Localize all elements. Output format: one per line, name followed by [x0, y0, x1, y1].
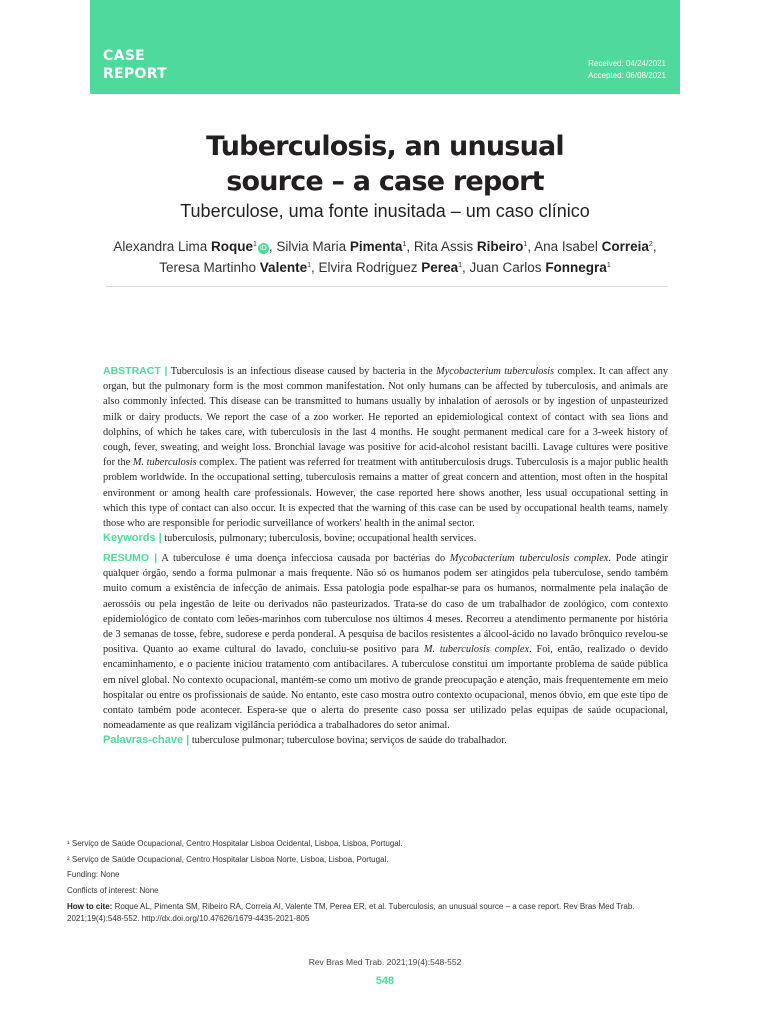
- article-dates: [588, 58, 666, 82]
- resumo-heading: RESUMO |: [103, 552, 158, 564]
- author: Rita Assis Ribeiro$^1$,: [413, 239, 535, 254]
- author: Teresa Martinho Valente$^1$,: [159, 260, 319, 275]
- author: Elvira Rodriguez Perea$^1$,: [318, 260, 470, 275]
- journal-citation: Rev Bras Med Trab. 2021;19(4):548-552: [308, 957, 462, 967]
- author: Silvia Maria Pimenta$^1$,: [276, 239, 414, 254]
- article-type-line2: REPORT: [103, 66, 168, 82]
- received-date: Received: 04/24/2021: [588, 59, 666, 68]
- title-divider: [106, 286, 668, 287]
- author: Juan Carlos Fonnegra$^1$: [469, 260, 611, 275]
- abstract-heading: ABSTRACT |: [103, 365, 168, 377]
- palavras-chave-heading: Palavras-chave |: [103, 734, 190, 747]
- affiliation-1: ¹ Serviço de Saúde Ocupacional, Centro Hospitalar Lisboa Ocidental, Lisboa, Lisboa, Portugal.: [67, 839, 403, 848]
- article-title: [90, 129, 680, 199]
- author-list: [90, 235, 680, 277]
- page-number: 548: [375, 975, 395, 987]
- title-line-2: source – a case report: [226, 166, 544, 197]
- orcid-icon[interactable]: iD: [258, 243, 269, 254]
- abstract-english: ABSTRACT | Tuberculosis is an infectious disease caused by bacteria in the Mycobacterium tuberculosis complex. It can affect any organ, but the pulmonary form is the most common manifestation. Not only humans can be affected by tuberculosis, and animals are also commonly infected. This disease can be transmitted to humans usually by inhalation of aerosols or by ingestion of unpasteurized milk or dairy products. We report the case of a zoo worker. He reported an epidemiological context of contact with sea lions and dolphins, of which he takes care, with tuberculosis in the last 4 months. He sought permanent medical care for a 3-week history of cough, fever, sweating, and weight loss. Bronchial lavage was positive for acid-alcohol resistant bacilli. Lavage cultures were positive for the M. tuberculosis complex. The patient was referred for treatment with antituberculosis drugs. Tuberculosis is a major public health problem worldwide. In the occupational setting, tuberculosis remains a matter of great concern and attention, most often in the hospital environment or among health care professionals. However, the case reported here shows another, less usual occupational setting in which this type of contact can also occur. It is expected that the warning of this case can be used by occupational health teams, namely those who are responsible for periodic surveillance of workers' health in the animal sector. Keywords | tuberculosis, pulmonary; tuberculosis, bovine; occupational health services.: [103, 364, 668, 546]
- funding-note: Funding: None: [67, 870, 120, 880]
- article-type-label: [103, 47, 167, 83]
- keywords-english: Keywords | tuberculosis, pulmonary; tuberculosis, bovine; occupational health services.: [103, 532, 477, 545]
- article-subtitle: Tuberculose, uma fonte inusitada – um caso clínico: [180, 201, 590, 221]
- keywords-heading: Keywords |: [103, 532, 162, 545]
- abstract-portuguese: RESUMO | A tuberculose é uma doença infecciosa causada por bactérias do Mycobacterium tuberculosis complex. Pode atingir qualquer órgão, sendo a forma pulmonar a mais frequente. Não só os humanos podem ser atingidos pela tuberculose, sendo também muito comum a existência de infecção de animais. Essa patologia pode espalhar-se para os humanos, normalmente pela inalação de aerossóis ou pela ingestão de leite ou derivados não pasteurizados. Trata-se do caso de um trabalhador de zoológico, com contexto epidemiológico de contato com leões-marinhos com tuberculose nos últimos 4 meses. Recorreu a atendimento permanente por história de 3 semanas de tosse, febre, sudorese e perda ponderal. A pesquisa de bacilos resistentes a álcool-ácido no lavado brônquico revelou-se positiva. Quanto ao exame cultural do lavado, concluiu-se positivo para M. tuberculosis complex. Foi, então, realizado o devido encaminhamento, e o paciente iniciou tratamento com antibacilares. A tuberculose constitui um importante problema de saúde pública em nível global. No contexto ocupacional, mantém-se como um motivo de grande preocupação e atenção, mais frequentemente em meio hospitalar ou entre os profissionais de saúde. No entanto, este caso mostra outro contexto ocupacional, menos óbvio, em que este tipo de contato também pode acontecer. Espera-se que o alerta do presente caso possa ser utilizado pelas equipas de saúde ocupacional, nomeadamente as que realizam vigilância periódica a trabalhadores do setor animal. Palavras-chave | tuberculose pulmonar; tuberculose bovina; serviços de saúde do trabalhador.: [103, 551, 668, 749]
- conflicts-note: Conflicts of interest: None: [67, 886, 159, 896]
- title-line-1: Tuberculosis, an unusual: [206, 131, 564, 162]
- citation-note: How to cite: Roque AL, Pimenta SM, Ribeiro RA, Correia AI, Valente TM, Perea ER, et al. Tuberculosis, an unusual source – a case report. Rev Bras Med Trab. 2021;19(4):548-552. http://dx.doi.org/10.47626/1679-4435-2021-805: [67, 901, 635, 924]
- article-type-line1: CASE: [103, 48, 145, 64]
- author: Ana Isabel Correia$^2$,: [534, 239, 657, 254]
- affiliation-2: ² Serviço de Saúde Ocupacional, Centro Hospitalar Lisboa Norte, Lisboa, Lisboa, Portugal.: [67, 854, 389, 864]
- author: Alexandra Lima Roque$^1$iD ,: [113, 239, 277, 254]
- accepted-date: Accepted: 06/08/2021: [588, 71, 666, 80]
- footnotes: [67, 838, 667, 929]
- keywords-portuguese: Palavras-chave | tuberculose pulmonar; tuberculose bovina; serviços de saúde do trabalhador.: [103, 734, 507, 747]
